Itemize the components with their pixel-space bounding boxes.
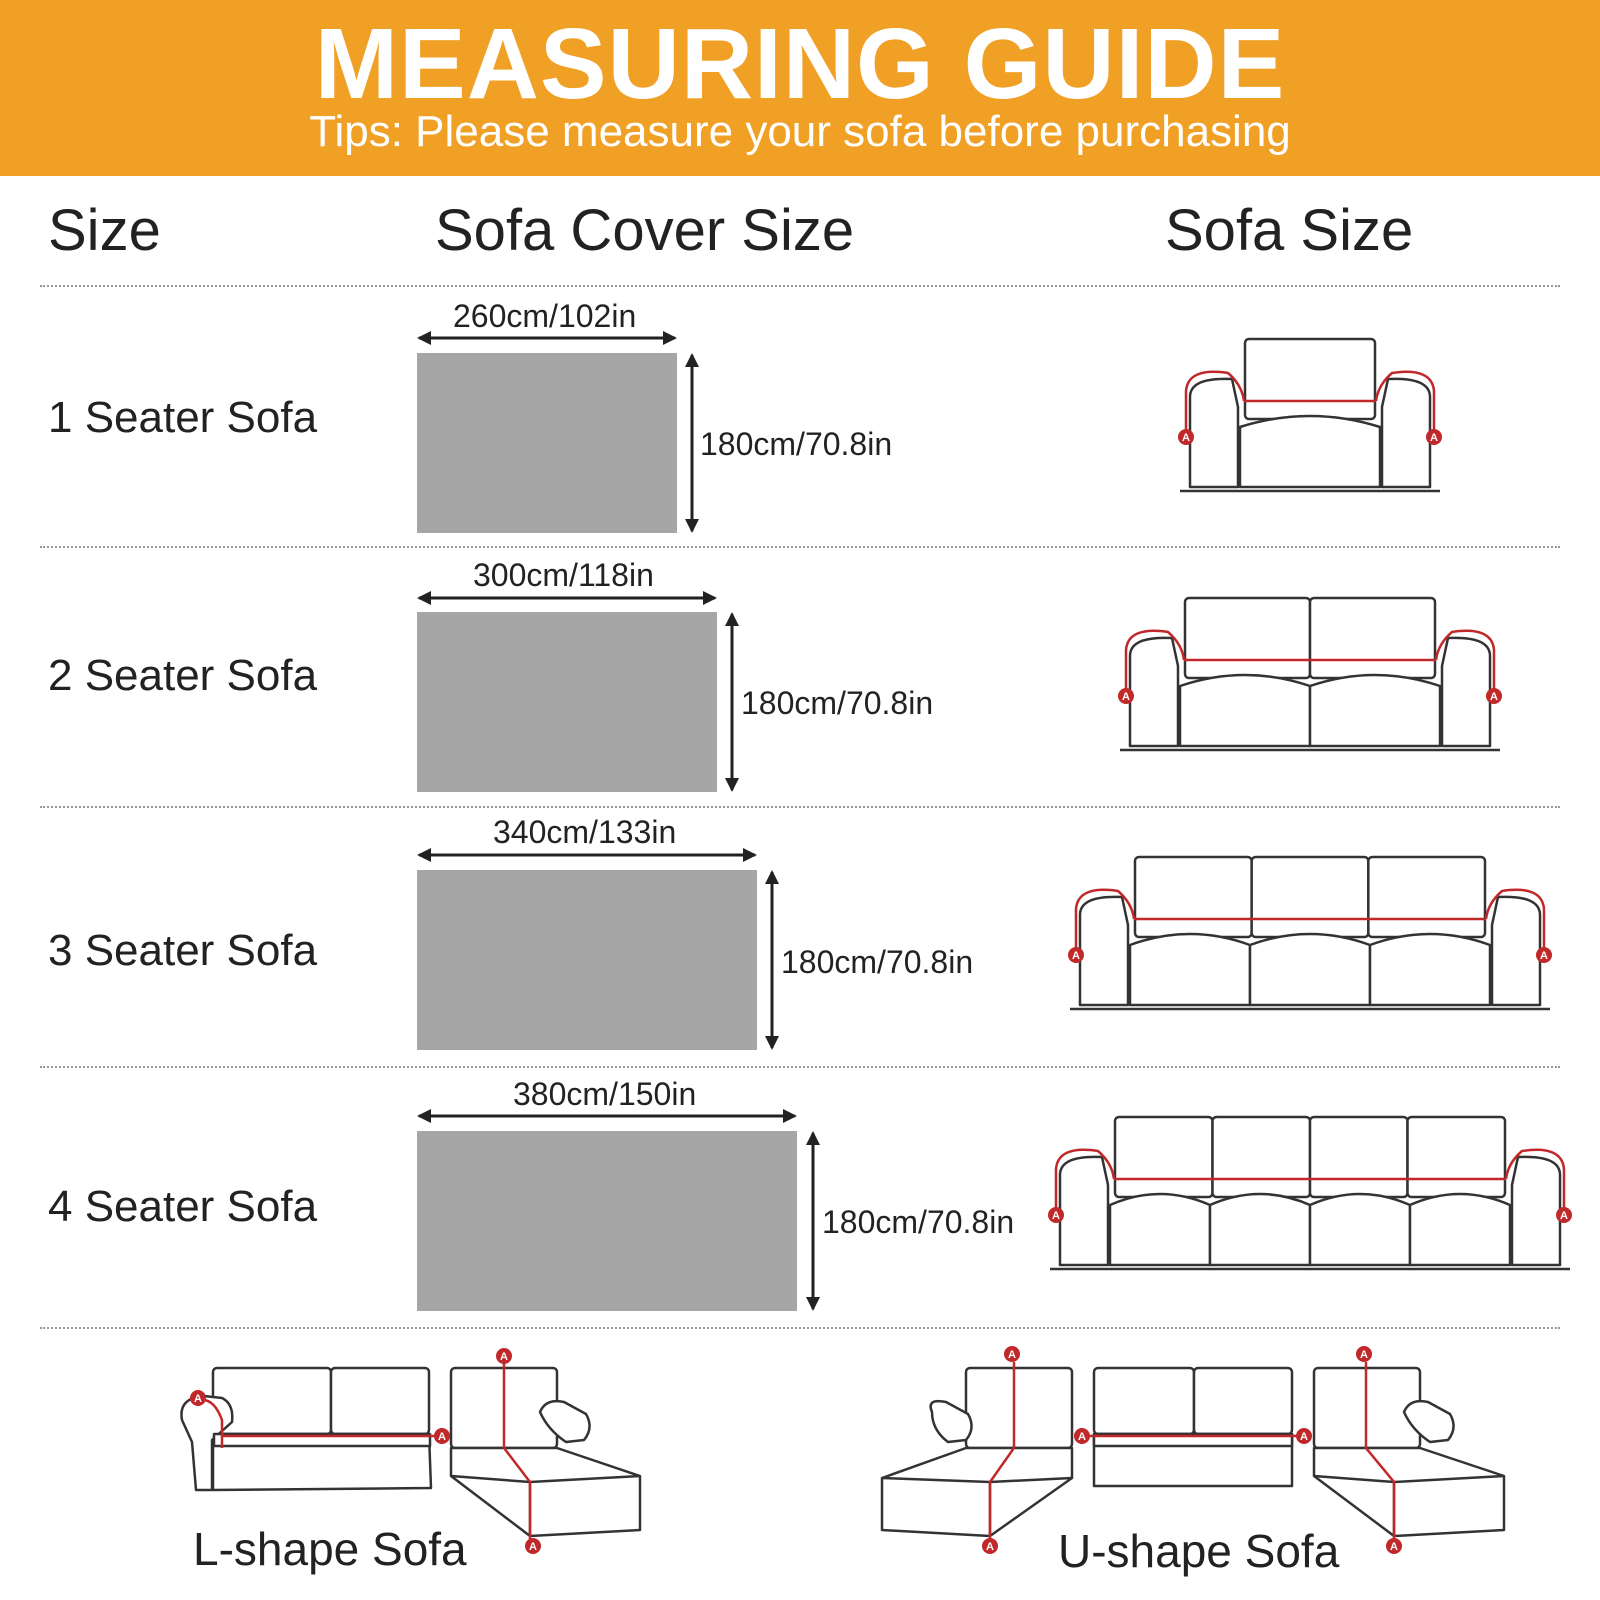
cover-height-label: 180cm/70.8in [781, 944, 974, 980]
marker-a-label: A [1078, 1431, 1086, 1443]
back-cushion [1135, 857, 1252, 937]
marker-a-label: A [500, 1351, 508, 1363]
marker-a-label: A [1360, 1349, 1368, 1361]
back-cushion [1310, 1117, 1408, 1197]
header-banner [0, 0, 1600, 176]
seat-cushion [1210, 1194, 1310, 1265]
divider [40, 1327, 1560, 1329]
size-row-1-seater [0, 287, 1600, 547]
column-header-cover-size: Sofa Cover Size [435, 198, 855, 263]
cover-width-label: 380cm/150in [513, 1076, 697, 1112]
marker-a-label: A [529, 1541, 537, 1553]
back-cushion [1245, 339, 1375, 419]
tips-text: Tips: Please measure your sofa before purchasing [309, 107, 1291, 156]
row-label: 3 Seater Sofa [48, 926, 318, 975]
back-cushion [1213, 1117, 1311, 1197]
marker-a-label: A [1122, 691, 1130, 703]
marker-a-label: A [1490, 691, 1498, 703]
cover-size-rectangle [417, 612, 717, 792]
back-cushion [1252, 857, 1369, 937]
row-label: 4 Seater Sofa [48, 1182, 318, 1231]
row-label: 1 Seater Sofa [48, 393, 318, 442]
marker-a-label: A [1052, 1210, 1060, 1222]
cover-size-rectangle [417, 1131, 797, 1311]
cover-width-label: 300cm/118in [473, 557, 654, 593]
seat-cushion [1370, 934, 1490, 1005]
right-arm [1382, 379, 1430, 487]
size-row-4-seater [0, 1065, 1600, 1325]
marker-a-label: A [1300, 1431, 1308, 1443]
seat-cushion [1240, 416, 1380, 487]
cover-size-rectangle [417, 353, 677, 533]
marker-a-label: A [1390, 1541, 1398, 1553]
size-row-2-seater [0, 546, 1600, 806]
left-arm [1060, 1157, 1108, 1265]
seat-cushion [1310, 675, 1440, 746]
cover-height-label: 180cm/70.8in [741, 685, 934, 721]
marker-a-label: A [1008, 1349, 1016, 1361]
back-cushion [1368, 857, 1485, 937]
marker-a-label: A [194, 1393, 202, 1405]
marker-a-label: A [986, 1541, 994, 1553]
right-arm [1492, 897, 1540, 1005]
column-header-size: Size [48, 198, 161, 263]
seat-cushion [1410, 1194, 1510, 1265]
back-cushion [1310, 598, 1435, 678]
right-arm [1512, 1157, 1560, 1265]
left-arm [1080, 897, 1128, 1005]
seat-cushion [1250, 934, 1370, 1005]
left-arm [1190, 379, 1238, 487]
size-row-3-seater [0, 805, 1600, 1065]
seat-cushion [1130, 934, 1250, 1005]
seat-cushion [1310, 1194, 1410, 1265]
back-cushion [1185, 598, 1310, 678]
cover-height-label: 180cm/70.8in [700, 426, 893, 462]
cover-size-rectangle [417, 870, 757, 1050]
column-header-sofa-size: Sofa Size [1165, 198, 1414, 263]
left-arm [1130, 638, 1178, 746]
back-cushion [1408, 1117, 1506, 1197]
cover-width-label: 260cm/102in [453, 298, 637, 334]
marker-a-label: A [1072, 950, 1080, 962]
u-shape-label: U-shape Sofa [1058, 1525, 1340, 1577]
right-arm [1442, 638, 1490, 746]
marker-a-label: A [1430, 432, 1438, 444]
marker-a-label: A [438, 1431, 446, 1443]
page-title: MEASURING GUIDE [314, 8, 1286, 120]
back-cushion [1115, 1117, 1213, 1197]
marker-a-label: A [1182, 432, 1190, 444]
row-label: 2 Seater Sofa [48, 651, 318, 700]
marker-a-label: A [1540, 950, 1548, 962]
cover-width-label: 340cm/133in [493, 814, 677, 850]
seat-cushion [1110, 1194, 1210, 1265]
seat-cushion [1180, 675, 1310, 746]
l-shape-label: L-shape Sofa [193, 1523, 467, 1575]
marker-a-label: A [1560, 1210, 1568, 1222]
cover-height-label: 180cm/70.8in [822, 1204, 1015, 1240]
